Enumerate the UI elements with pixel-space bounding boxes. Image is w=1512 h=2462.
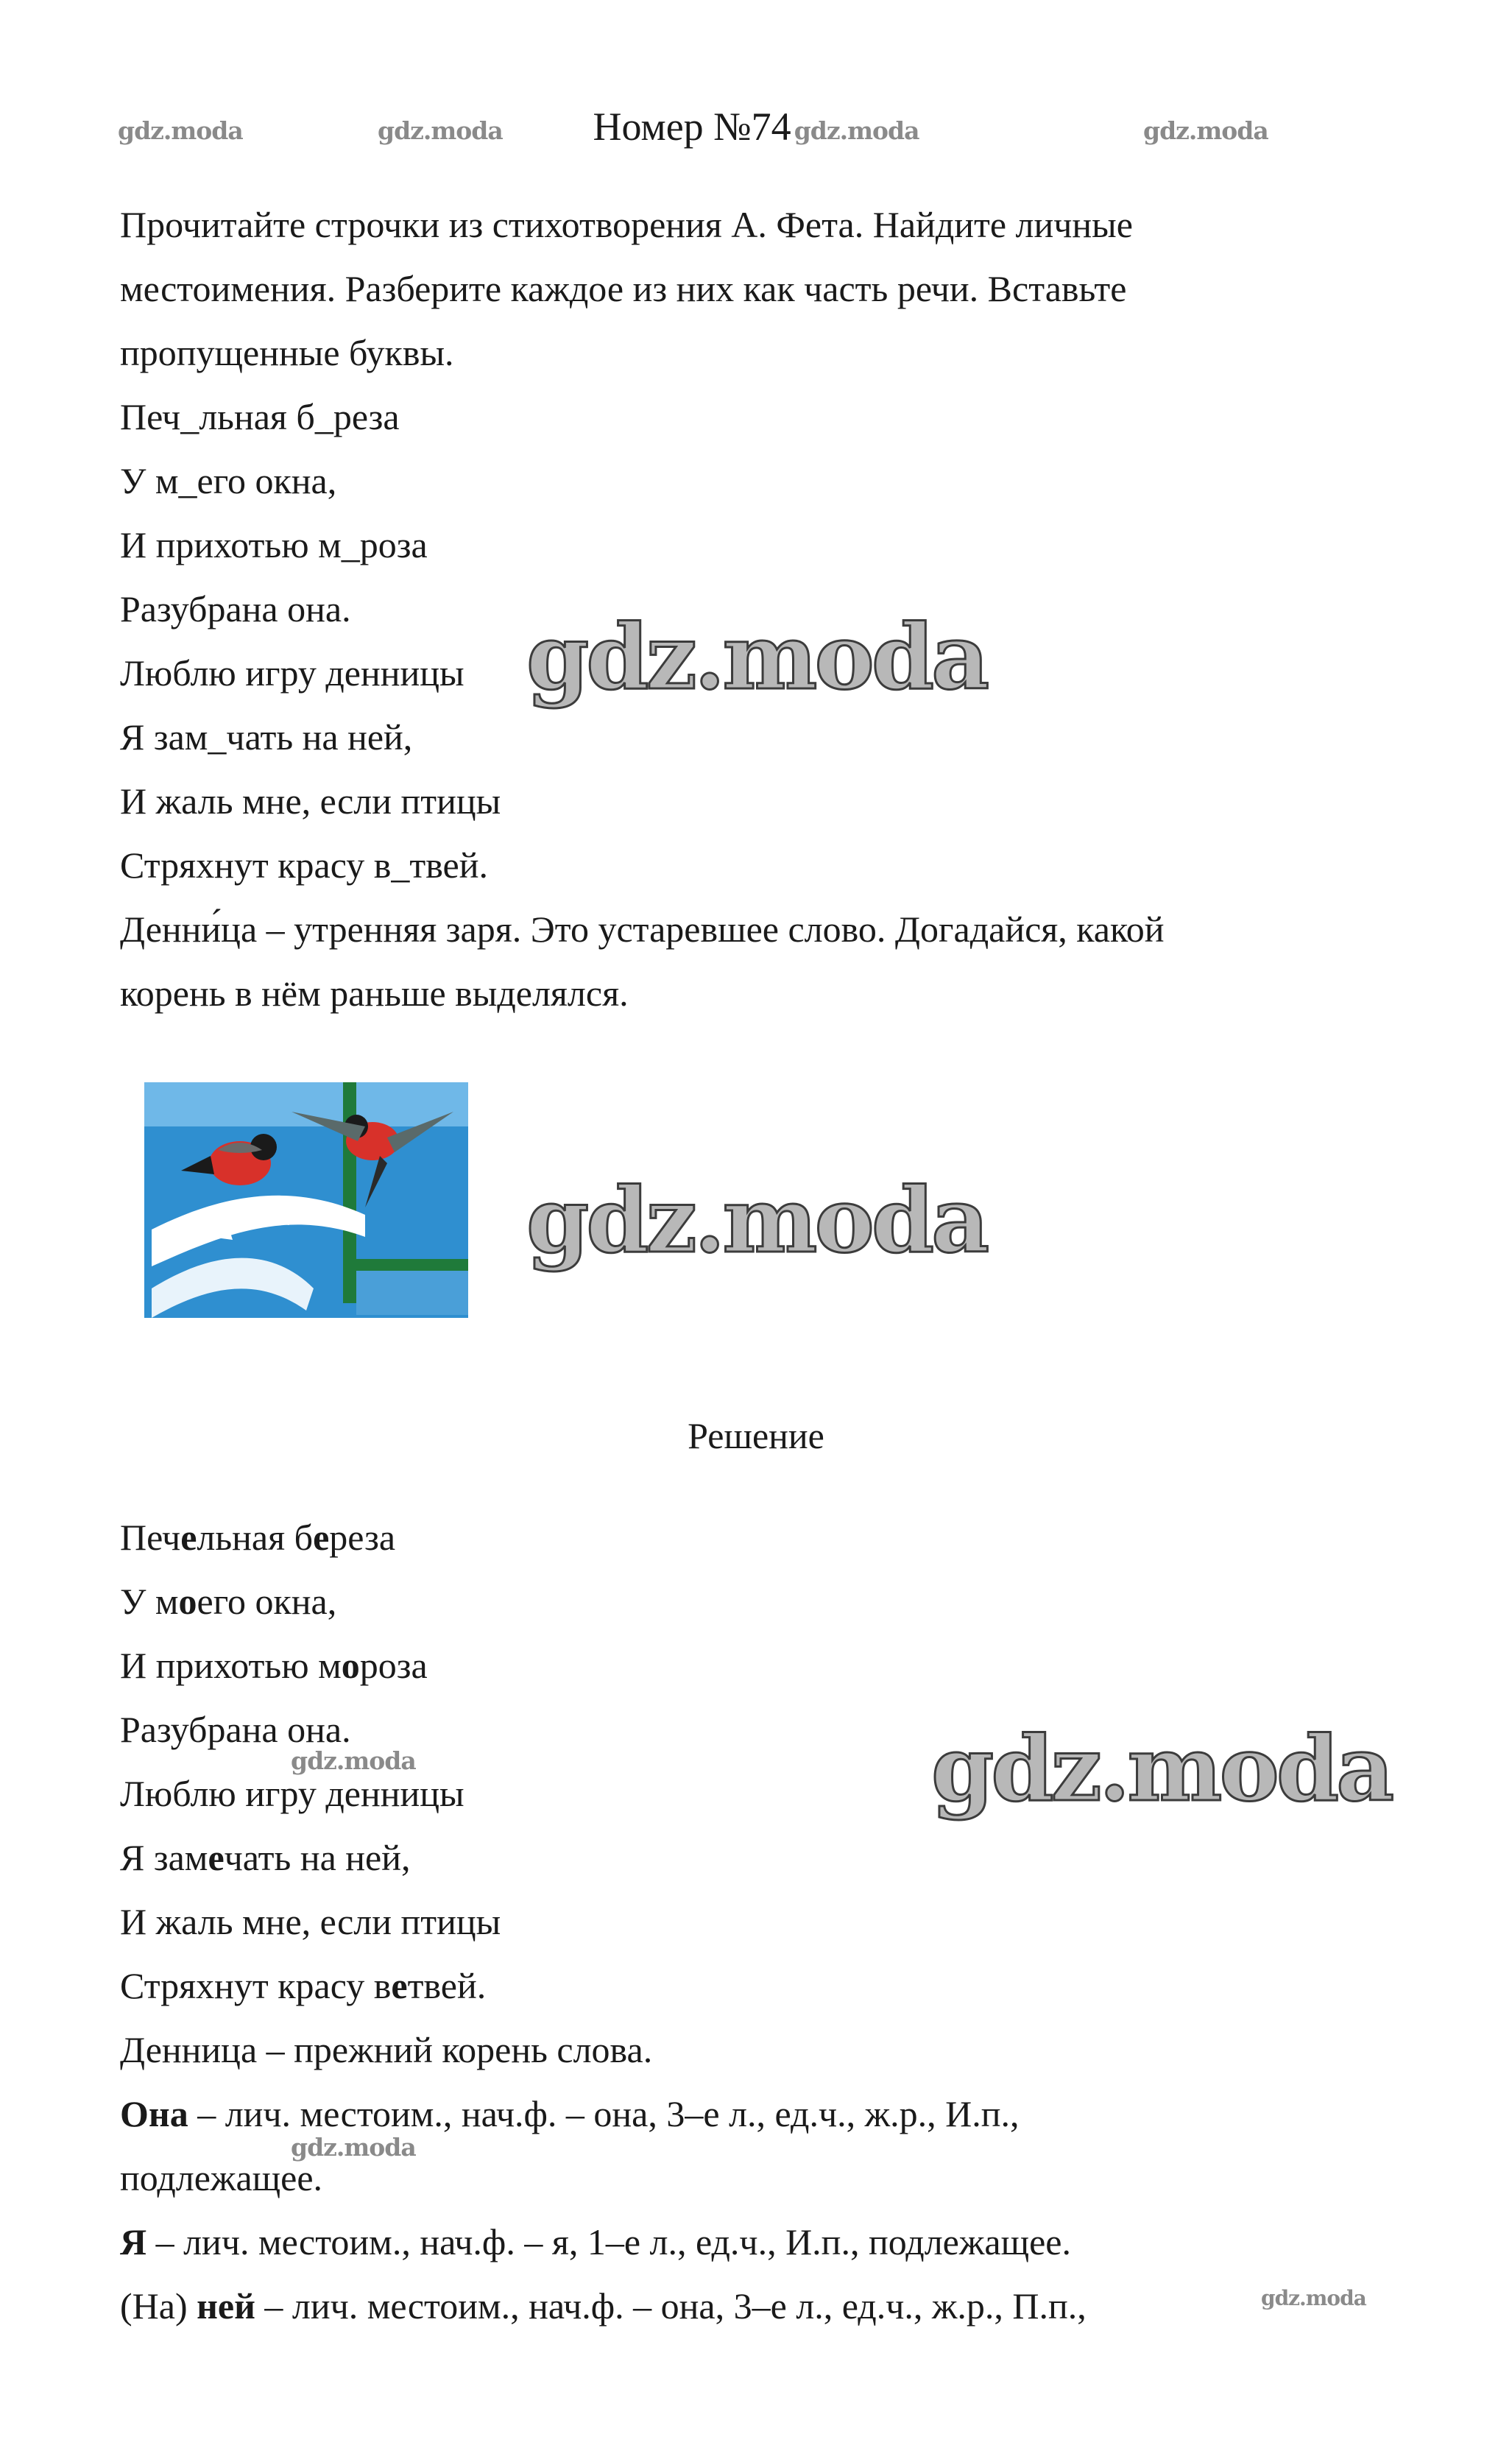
text-part: Разубрана она. — [120, 1709, 351, 1750]
analysis-prefix: (На) — [120, 2285, 197, 2327]
solution-poem-line — [120, 1964, 486, 2008]
text-part: Стряхнут красу в — [120, 1965, 392, 2006]
text-part: У м — [120, 1581, 179, 1622]
bullfinch-illustration — [122, 1068, 490, 1340]
text-part: И прихотью м — [120, 1645, 342, 1686]
analysis-text: – лич. местоим., нач.ф. – я, 1–е л., ед.ч., И.п., подлежащее. — [146, 2221, 1071, 2262]
task-line: местоимения. Разберите каждое из них как часть речи. Вставьте — [120, 268, 1127, 309]
watermark-large: gdz.moda — [526, 604, 987, 710]
note-line: корень в нём раньше выделялся. — [120, 973, 629, 1014]
inserted-letter: е — [180, 1517, 197, 1558]
inserted-letter: е — [391, 1965, 408, 2006]
watermark-small: gdz.moda — [1261, 2286, 1366, 2310]
poem-line: И прихотью м_роза — [120, 524, 428, 565]
watermark-small: gdz.moda — [378, 116, 503, 145]
text-part: реза — [329, 1517, 396, 1558]
analysis-line — [120, 2220, 1071, 2264]
poem-line: У м_его окна, — [120, 460, 337, 501]
text-part: чать на ней, — [224, 1837, 411, 1878]
page-title — [0, 103, 1512, 155]
inserted-letter: о — [341, 1645, 360, 1686]
pronoun-word: Она — [120, 2093, 188, 2134]
watermark-small: gdz.moda — [291, 1746, 416, 1775]
pronoun-word: ней — [197, 2285, 255, 2327]
sky-top — [144, 1082, 468, 1126]
text-part: Я зам — [120, 1837, 208, 1878]
analysis-line — [120, 2284, 1087, 2328]
watermark-small: gdz.moda — [118, 116, 243, 145]
note-line: Денни́ца – утренняя заря. Это устаревшее слово. Догадайся, какой — [120, 909, 1165, 950]
text-part: льная б — [197, 1517, 314, 1558]
task-line: пропущенные буквы. — [120, 332, 454, 373]
solution-poem-line — [120, 1835, 411, 1880]
watermark-small: gdz.moda — [291, 2133, 416, 2162]
poem-line: Разубрана она. — [120, 588, 351, 629]
poem-line: Печ_льная б_реза — [120, 396, 400, 437]
solution-heading: Решение — [688, 1415, 824, 1456]
root-line: Денница – прежний корень слова. — [120, 2029, 653, 2070]
inserted-letter: о — [178, 1581, 197, 1622]
solution-poem-line — [120, 1643, 428, 1687]
window-glass — [356, 1271, 468, 1315]
analysis-text: – лич. местоим., нач.ф. – она, 3–е л., ед.ч., ж.р., И.п., — [188, 2093, 1020, 2134]
pronoun-word: Я — [120, 2221, 147, 2262]
analysis-text: подлежащее. — [120, 2157, 323, 2198]
watermark-small: gdz.moda — [1143, 116, 1268, 145]
analysis-line — [120, 2092, 1020, 2136]
watermark-small: gdz.moda — [794, 116, 919, 145]
page-title-text: Номер №74 — [593, 105, 791, 149]
inserted-letter: е — [313, 1517, 330, 1558]
solution-poem-line — [120, 1771, 464, 1816]
text-part: роза — [359, 1645, 428, 1686]
analysis-text: – лич. местоим., нач.ф. – она, 3–е л., ед.ч., ж.р., П.п., — [255, 2285, 1087, 2327]
text-part: Люблю игру денницы — [120, 1773, 464, 1814]
poem-line: Стряхнут красу в_твей. — [120, 844, 488, 886]
text-part: его окна, — [197, 1581, 337, 1622]
task-line: Прочитайте строчки из стихотворения А. Фета. Найдите личные — [120, 204, 1133, 245]
analysis-line — [120, 2156, 322, 2200]
poem-line: И жаль мне, если птицы — [120, 780, 501, 822]
solution-poem-line — [120, 1515, 395, 1559]
solution-poem-line — [120, 1900, 501, 1944]
poem-line: Люблю игру денницы — [120, 652, 464, 694]
watermark-large: gdz.moda — [931, 1715, 1392, 1821]
poem-line: Я зам_чать на ней, — [120, 716, 413, 758]
window-frame-horizontal — [343, 1259, 468, 1271]
watermark-large: gdz.moda — [526, 1167, 987, 1273]
text-part: твей. — [407, 1965, 487, 2006]
solution-poem-line — [120, 1579, 336, 1623]
solution-poem-line — [120, 1707, 351, 1752]
inserted-letter: е — [208, 1837, 225, 1878]
text-part: Печ — [120, 1517, 181, 1558]
text-part: И жаль мне, если птицы — [120, 1901, 501, 1942]
